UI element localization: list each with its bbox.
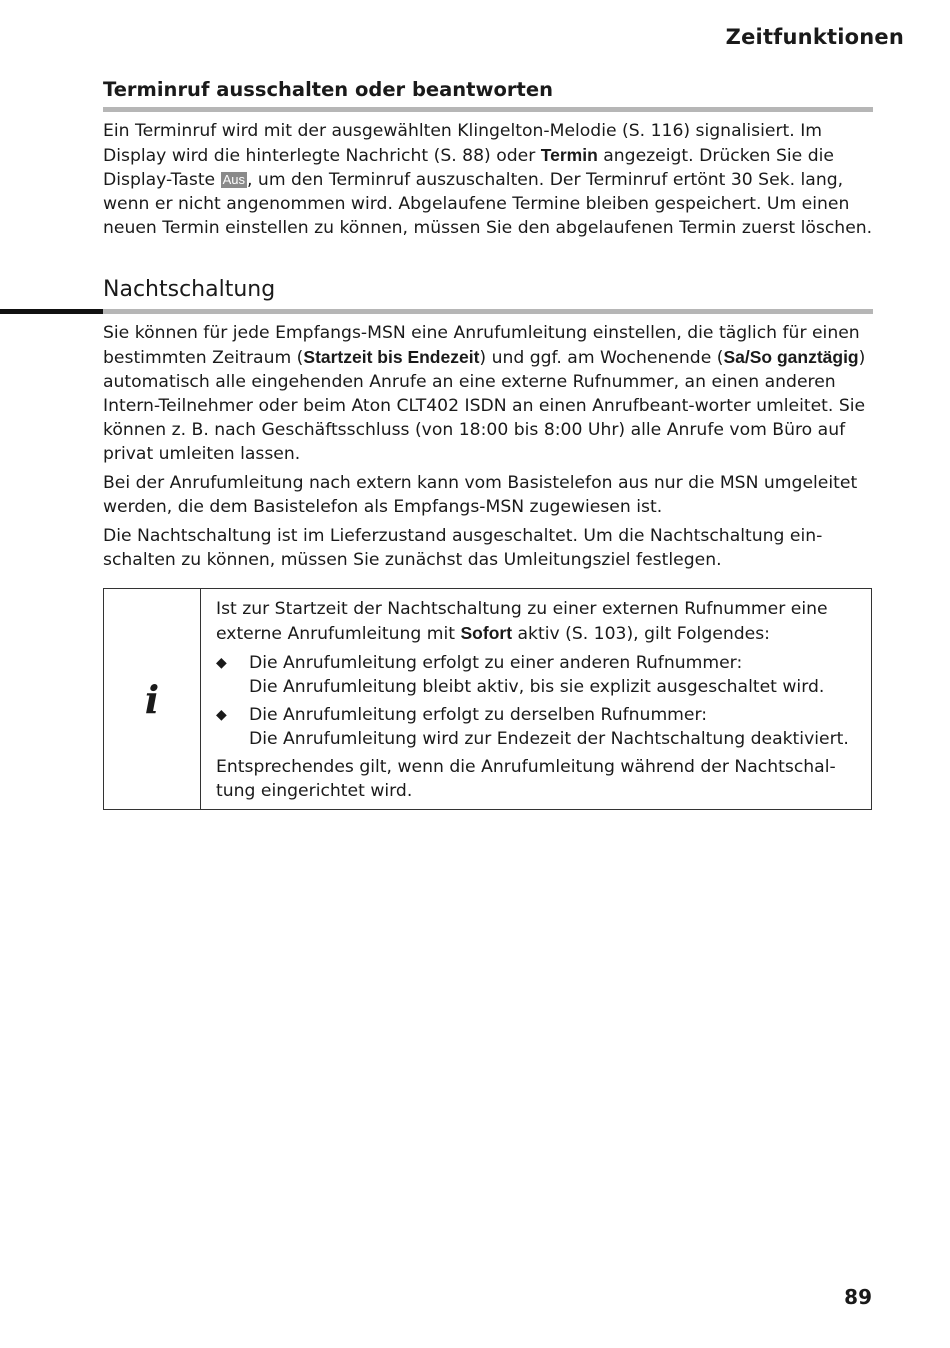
info-outro: Entsprechendes gilt, wenn die Anrufumleitung während der Nachtschal-tung eingerichtet wird. [216,757,836,801]
section-heading: Terminruf ausschalten oder beantworten [103,78,553,101]
page-number: 89 [844,1285,872,1309]
section-nachtschaltung-body [103,321,873,577]
section-rule [103,107,873,112]
list-item: ◆ Die Anrufumleitung erfolgt zu einer anderen Rufnummer: Die Anrufumleitung bleibt aktiv, bis sie explizit ausgeschaltet wird. [216,653,825,697]
paragraph: Bei der Anrufumleitung nach extern kann vom Basistelefon aus nur die MSN umgeleitet werden, die dem Basistelefon als Empfangs-MSN zugewiesen ist. [103,473,858,517]
paragraph: Die Nachtschaltung ist im Lieferzustand ausgeschaltet. Um die Nachtschaltung ein-schalten zu können, müssen Sie zunächst das Umleitungsziel festlegen. [103,526,823,570]
section-marker-bar [0,309,103,314]
section-rule [103,309,873,314]
section-terminruf-body [103,119,873,245]
section-heading: Nachtschaltung [103,277,276,302]
diamond-bullet-icon: ◆ [216,655,227,671]
section-terminruf [103,78,873,101]
list-item: ◆ Die Anrufumleitung erfolgt zu derselben Rufnummer: Die Anrufumleitung wird zur Endezeit der Nachtschaltung deaktiviert. [216,705,849,749]
paragraph: Sie können für jede Empfangs-MSN eine Anrufumleitung einstellen, die täglich für einen bestimmten Zeitraum (Startzeit bis Endezeit) und ggf. am Wochenende (Sa/So ganztägig) automatisch alle eingehenden Anrufe an eine externe Rufnummer, an einen anderen Intern-Teilnehmer oder beim Aton CLT402 ISDN an einen Anrufbeant-worter umleitet. Sie können z. B. nach Geschäftsschluss (von 18:00 bis 8:00 Uhr) alle Anrufe vom Büro auf privat umleiten lassen. [103,323,866,464]
info-box [103,588,872,810]
display-key-aus: Aus [222,172,245,187]
info-icon-cell [104,589,201,809]
info-icon: i [144,676,160,722]
section-nachtschaltung [103,277,873,302]
diamond-bullet-icon: ◆ [216,707,227,723]
info-intro: Ist zur Startzeit der Nachtschaltung zu einer externen Rufnummer eine externe Anrufumleitung mit Sofort aktiv (S. 103), gilt Folgendes: [216,599,828,644]
paragraph: Ein Terminruf wird mit der ausgewählten Klingelton-Melodie (S. 116) signalisiert. Im Display wird die hinterlegte Nachricht (S. 88) oder Termin angezeigt. Drücken Sie die Display-Taste Aus , um den Terminruf auszuschalten. Der Terminruf ertönt 30 Sek. lang, wenn er nicht angenommen wird. Abgelaufene Termine bleiben gespeichert. Um einen neuen Termin einstellen zu können, müssen Sie den abgelaufenen Termin zuerst löschen. [103,121,873,238]
page-header-title: Zeitfunktionen [725,25,904,49]
info-text [201,589,871,809]
